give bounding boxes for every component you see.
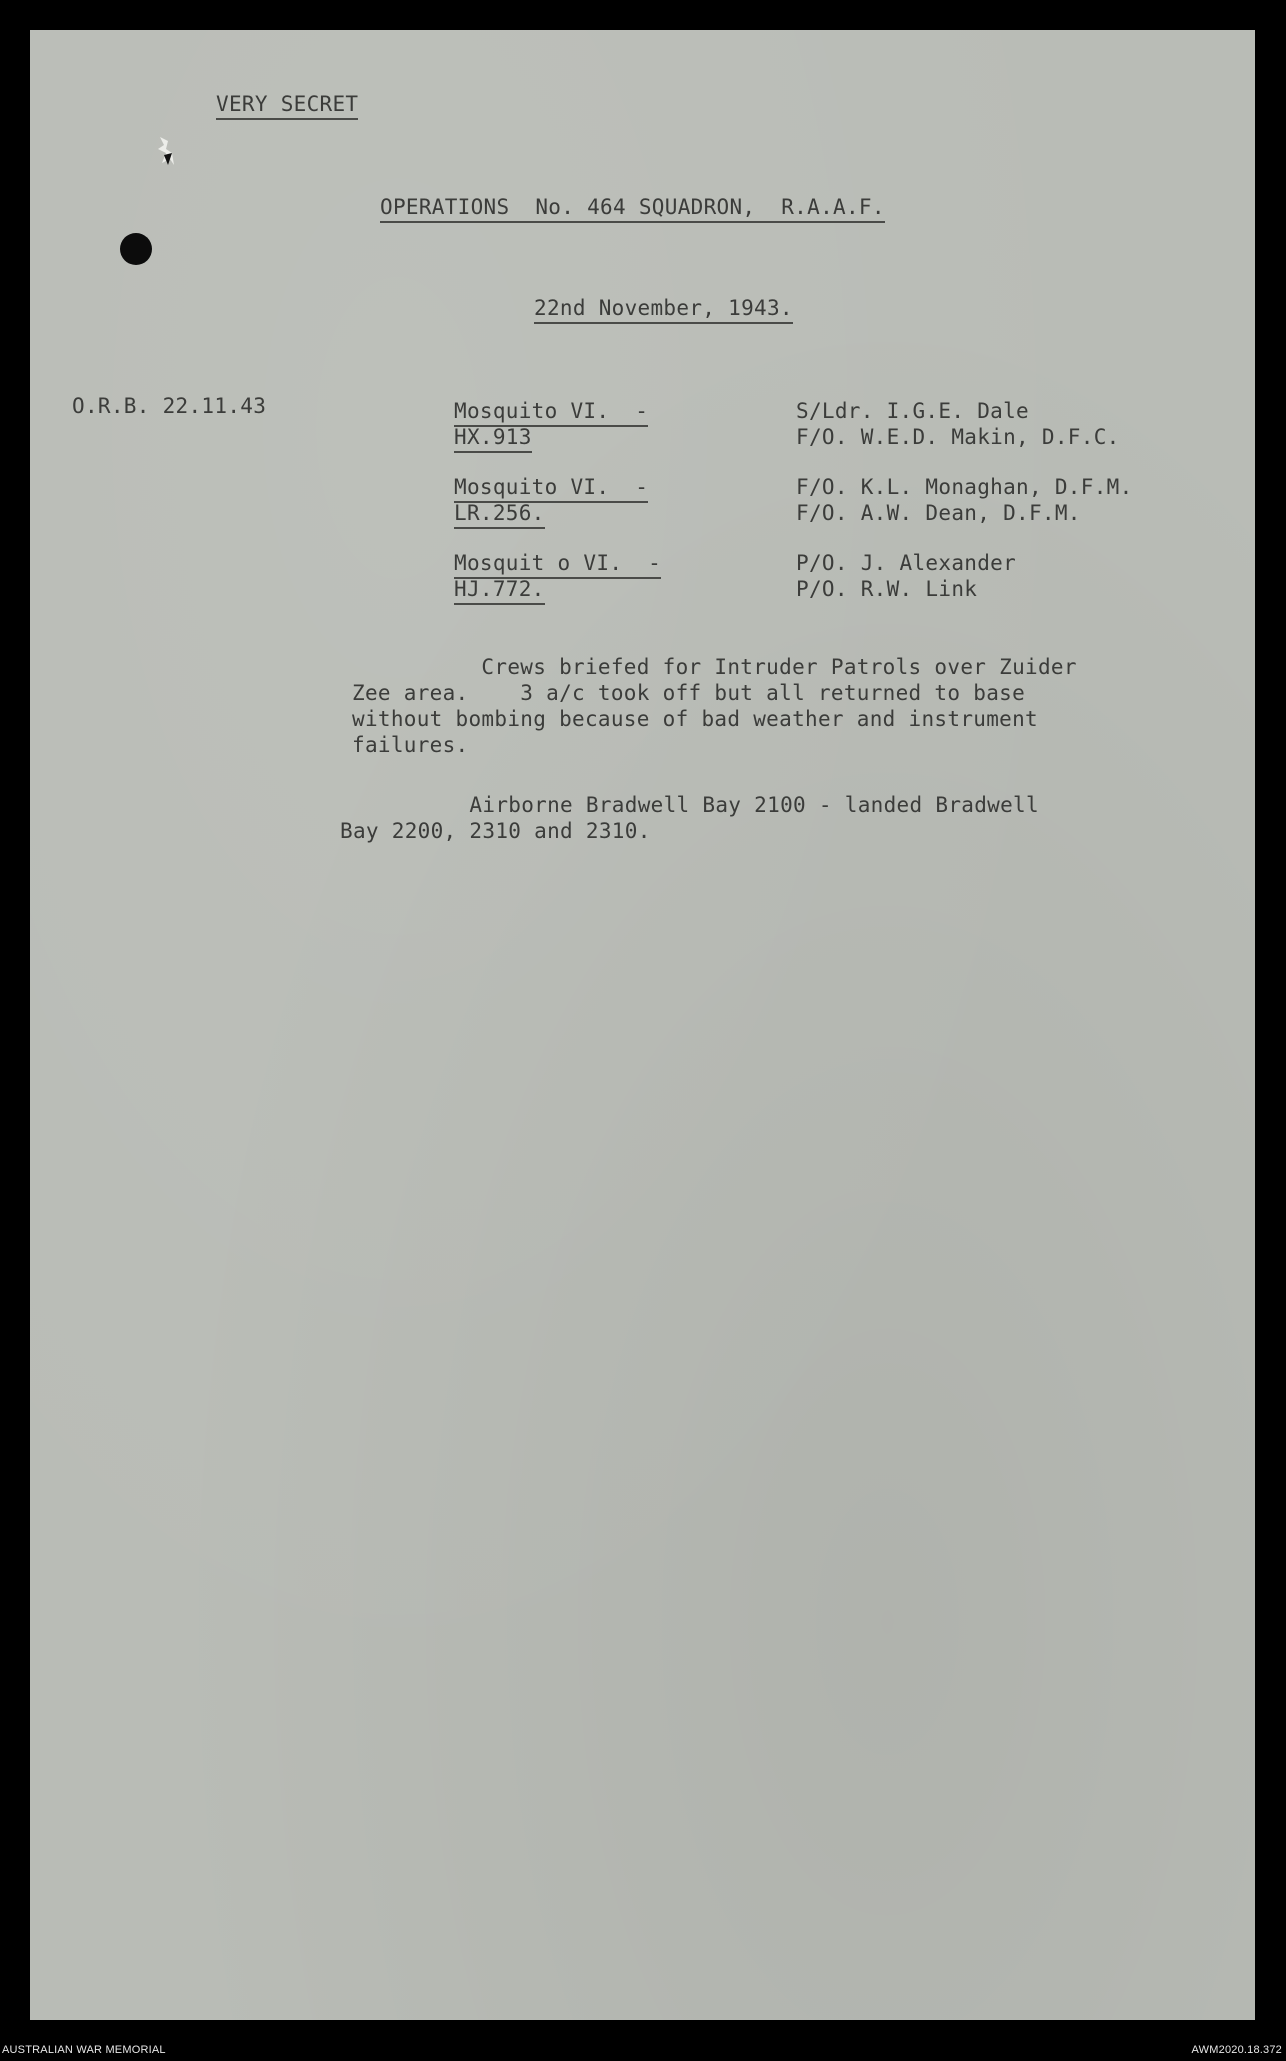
report-paragraph-line: Zee area. 3 a/c took off but all returned to base <box>352 681 1026 705</box>
crew-member: F/O. K.L. Monaghan, D.F.M. <box>796 475 1133 499</box>
crew-member: P/O. R.W. Link <box>796 577 978 601</box>
document-title: OPERATIONS No. 464 SQUADRON, R.A.A.F. <box>380 194 885 223</box>
archive-accession-caption: AWM2020.18.372 <box>1191 2044 1282 2056</box>
report-paragraph-line: Crews briefed for Intruder Patrols over Zuider <box>352 655 1077 679</box>
archive-source-caption: AUSTRALIAN WAR MEMORIAL <box>2 2044 166 2056</box>
paper-tear-mark <box>152 135 182 175</box>
report-paragraph-line: without bombing because of bad weather and instrument <box>352 707 1038 731</box>
crew-member: P/O. J. Alexander <box>796 551 1017 575</box>
aircraft-serial: HJ.772. <box>454 576 545 605</box>
document-page <box>30 30 1255 2020</box>
orb-reference: O.R.B. 22.11.43 <box>72 394 267 418</box>
aircraft-type: Mosquito VI. - <box>454 474 648 503</box>
aircraft-type: Mosquit o VI. - <box>454 550 661 579</box>
crew-member: F/O. W.E.D. Makin, D.F.C. <box>796 425 1120 449</box>
report-paragraph-line: failures. <box>352 733 469 757</box>
crew-member: F/O. A.W. Dean, D.F.M. <box>796 501 1081 525</box>
aircraft-type: Mosquito VI. - <box>454 398 648 427</box>
report-paragraph-line: Bay 2200, 2310 and 2310. <box>340 819 651 843</box>
punch-hole <box>120 233 152 265</box>
report-paragraph-line: Airborne Bradwell Bay 2100 - landed Bradwell <box>340 793 1039 817</box>
classification-label: VERY SECRET <box>216 91 358 120</box>
crew-member: S/Ldr. I.G.E. Dale <box>796 399 1029 423</box>
aircraft-serial: LR.256. <box>454 500 545 529</box>
document-date: 22nd November, 1943. <box>534 295 793 324</box>
aircraft-serial: HX.913 <box>454 424 532 453</box>
